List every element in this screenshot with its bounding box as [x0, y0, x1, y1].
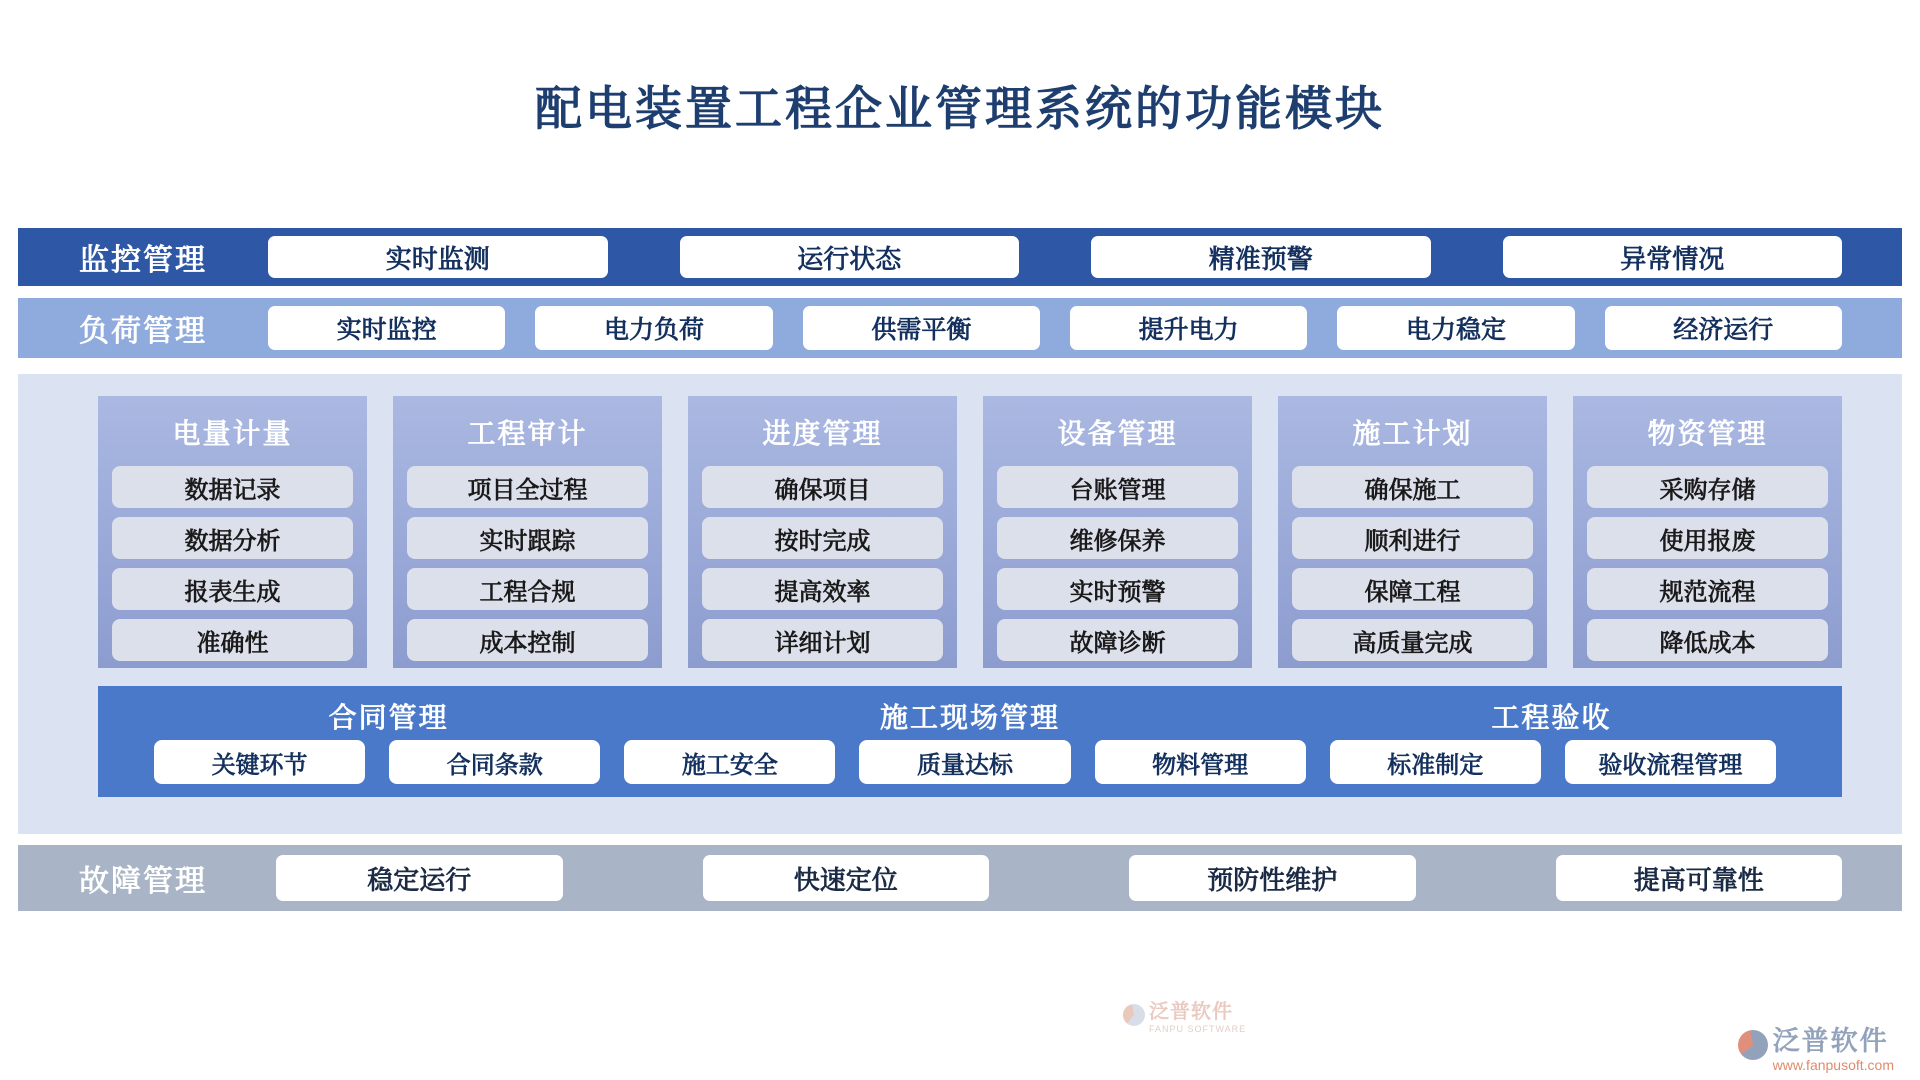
fault-button-stable-operation[interactable]: 稳定运行	[276, 855, 563, 901]
column-equipment-management	[983, 396, 1252, 668]
load-management-row	[18, 298, 1902, 358]
column-title: 工程审计	[467, 419, 588, 450]
module-item[interactable]: 数据分析	[112, 517, 353, 559]
module-item[interactable]: 维修保养	[997, 517, 1238, 559]
header-project-acceptance: 工程验收	[1491, 703, 1612, 734]
monitor-button-abnormal-situation[interactable]: 异常情况	[1503, 236, 1843, 278]
load-button-economic-operation[interactable]: 经济运行	[1605, 306, 1842, 350]
fault-row-label: 故障管理	[79, 865, 207, 898]
module-item[interactable]: 使用报废	[1587, 517, 1828, 559]
module-item[interactable]: 规范流程	[1587, 568, 1828, 610]
header-contract-management: 合同管理	[328, 703, 449, 734]
column-title: 施工计划	[1352, 419, 1473, 450]
watermark-brand: 泛普软件	[1149, 1001, 1233, 1023]
fanpu-logo-icon	[1123, 1004, 1145, 1026]
module-item[interactable]: 台账管理	[997, 466, 1238, 508]
header-site-management: 施工现场管理	[879, 703, 1060, 734]
load-button-power-load[interactable]: 电力负荷	[535, 306, 772, 350]
band-button-material-management[interactable]: 物料管理	[1095, 740, 1306, 784]
column-construction-plan	[1278, 396, 1547, 668]
module-item[interactable]: 故障诊断	[997, 619, 1238, 661]
footer-brand: 泛普软件	[1772, 1026, 1889, 1056]
fanpu-watermark	[1123, 1002, 1246, 1034]
band-button-contract-terms[interactable]: 合同条款	[389, 740, 600, 784]
load-button-realtime-control[interactable]: 实时监控	[268, 306, 505, 350]
fault-button-preventive-maintenance[interactable]: 预防性维护	[1129, 855, 1416, 901]
module-item[interactable]: 确保施工	[1292, 466, 1533, 508]
band-button-standard-setting[interactable]: 标准制定	[1330, 740, 1541, 784]
monitor-management-row	[18, 228, 1902, 286]
module-item[interactable]: 实时跟踪	[407, 517, 648, 559]
module-item[interactable]: 成本控制	[407, 619, 648, 661]
column-project-audit	[393, 396, 662, 668]
fault-button-quick-locating[interactable]: 快速定位	[703, 855, 990, 901]
monitor-button-realtime-monitoring[interactable]: 实时监测	[268, 236, 608, 278]
page-title: 配电装置工程企业管理系统的功能模块	[535, 84, 1385, 136]
column-progress-management	[688, 396, 957, 668]
fault-management-row	[18, 845, 1902, 911]
column-electricity-metering	[98, 396, 367, 668]
module-columns	[98, 396, 1842, 668]
monitor-button-precise-warning[interactable]: 精准预警	[1091, 236, 1431, 278]
module-item[interactable]: 降低成本	[1587, 619, 1828, 661]
load-button-boost-power[interactable]: 提升电力	[1070, 306, 1307, 350]
band-button-construction-safety[interactable]: 施工安全	[624, 740, 835, 784]
module-item[interactable]: 数据记录	[112, 466, 353, 508]
module-item[interactable]: 准确性	[112, 619, 353, 661]
module-item[interactable]: 工程合规	[407, 568, 648, 610]
column-title: 物资管理	[1647, 419, 1768, 450]
monitor-row-buttons	[268, 236, 1902, 278]
module-item[interactable]: 保障工程	[1292, 568, 1533, 610]
module-item[interactable]: 提高效率	[702, 568, 943, 610]
column-title: 电量计量	[172, 419, 293, 450]
module-item[interactable]: 确保项目	[702, 466, 943, 508]
module-item[interactable]: 高质量完成	[1292, 619, 1533, 661]
module-item[interactable]: 实时预警	[997, 568, 1238, 610]
fanpu-footer-logo	[1738, 1028, 1894, 1072]
module-item[interactable]: 报表生成	[112, 568, 353, 610]
module-item[interactable]: 详细计划	[702, 619, 943, 661]
load-row-label: 负荷管理	[79, 315, 207, 348]
band-button-key-links[interactable]: 关键环节	[154, 740, 365, 784]
fault-row-buttons	[268, 855, 1902, 901]
process-band-headers	[98, 686, 1842, 736]
load-button-supply-demand-balance[interactable]: 供需平衡	[803, 306, 1040, 350]
module-item[interactable]: 采购存储	[1587, 466, 1828, 508]
fault-button-improve-reliability[interactable]: 提高可靠性	[1556, 855, 1843, 901]
band-button-quality-standard[interactable]: 质量达标	[859, 740, 1070, 784]
process-band-buttons	[154, 740, 1776, 784]
module-item[interactable]: 顺利进行	[1292, 517, 1533, 559]
fanpu-logo-icon	[1738, 1030, 1768, 1060]
module-item[interactable]: 项目全过程	[407, 466, 648, 508]
process-band	[98, 686, 1842, 797]
monitor-button-operating-status[interactable]: 运行状态	[680, 236, 1020, 278]
load-button-power-stability[interactable]: 电力稳定	[1337, 306, 1574, 350]
column-material-management	[1573, 396, 1842, 668]
column-title: 设备管理	[1057, 419, 1178, 450]
band-button-acceptance-process[interactable]: 验收流程管理	[1565, 740, 1776, 784]
column-title: 进度管理	[762, 419, 883, 450]
monitor-row-label: 监控管理	[79, 244, 207, 277]
footer-url: www.fanpusoft.com	[1772, 1057, 1894, 1073]
watermark-subtext: FANPU SOFTWARE	[1149, 1024, 1247, 1034]
load-row-buttons	[268, 306, 1902, 350]
module-item[interactable]: 按时完成	[702, 517, 943, 559]
